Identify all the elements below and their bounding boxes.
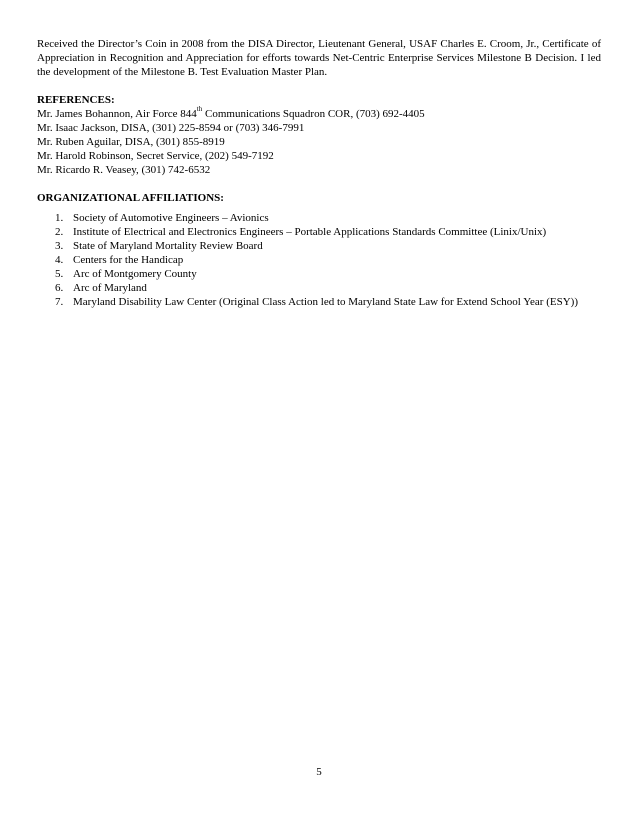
affiliation-text: Maryland Disability Law Center (Original Class Action led to Maryland State Law for Extend School Year (ESY)) [73, 296, 578, 308]
affiliation-item [37, 267, 601, 281]
affiliation-item [37, 295, 601, 309]
reference-superscript: th [196, 105, 203, 114]
affiliation-number: 3. [55, 240, 64, 252]
affiliations-list [37, 211, 601, 309]
references-heading: REFERENCES: [37, 94, 115, 106]
reference-item: Mr. Ricardo R. Veasey, (301) 742-6532 [37, 164, 211, 176]
affiliation-text: Society of Automotive Engineers – Avionics [73, 212, 269, 224]
affiliation-text: Centers for the Handicap [73, 254, 184, 266]
affiliation-number: 2. [55, 226, 64, 238]
affiliation-item [37, 253, 601, 267]
page-number: 5 [316, 766, 322, 778]
reference-item: Mr. Harold Robinson, Secret Service, (202) 549-7192 [37, 150, 274, 162]
reference-item: Mr. Isaac Jackson, DISA, (301) 225-8594 or (703) 346-7991 [37, 122, 305, 134]
affiliation-number: 6. [55, 282, 64, 294]
affiliation-text: Institute of Electrical and Electronics Engineers – Portable Applications Standards Committee (Linix/Unix) [73, 226, 547, 238]
affiliation-text: Arc of Maryland [73, 282, 147, 294]
reference-item: Mr. Ruben Aguilar, DISA, (301) 855-8919 [37, 136, 225, 148]
affiliation-number: 5. [55, 268, 64, 280]
intro-paragraph: Received the Director’s Coin in 2008 from the DISA Director, Lieutenant General, USAF Charles E. Croom, Jr., Certificate of Appreciation in Recognition and Appreciation for efforts towards Net-Centric Enterprise Services Milestone B Decision. I led the development of the Milestone B. Test Evaluation Master Plan. [37, 38, 601, 78]
affiliation-number: 4. [55, 254, 64, 266]
affiliations-heading: ORGANIZATIONAL AFFILIATIONS: [37, 192, 224, 204]
affiliation-number: 7. [55, 296, 64, 308]
affiliation-text: State of Maryland Mortality Review Board [73, 240, 263, 252]
affiliation-number: 1. [55, 212, 64, 224]
reference-item [37, 107, 601, 121]
reference-text: Mr. James Bohannon, Air Force 844 [37, 108, 197, 120]
reference-text: Communications Squadron COR, (703) 692-4405 [202, 108, 425, 120]
affiliation-item [37, 281, 601, 295]
affiliation-item [37, 211, 601, 225]
document-page [37, 37, 601, 309]
affiliation-text: Arc of Montgomery County [73, 268, 197, 280]
affiliation-item [37, 239, 601, 253]
affiliation-item [37, 225, 601, 239]
references-list [37, 107, 601, 177]
